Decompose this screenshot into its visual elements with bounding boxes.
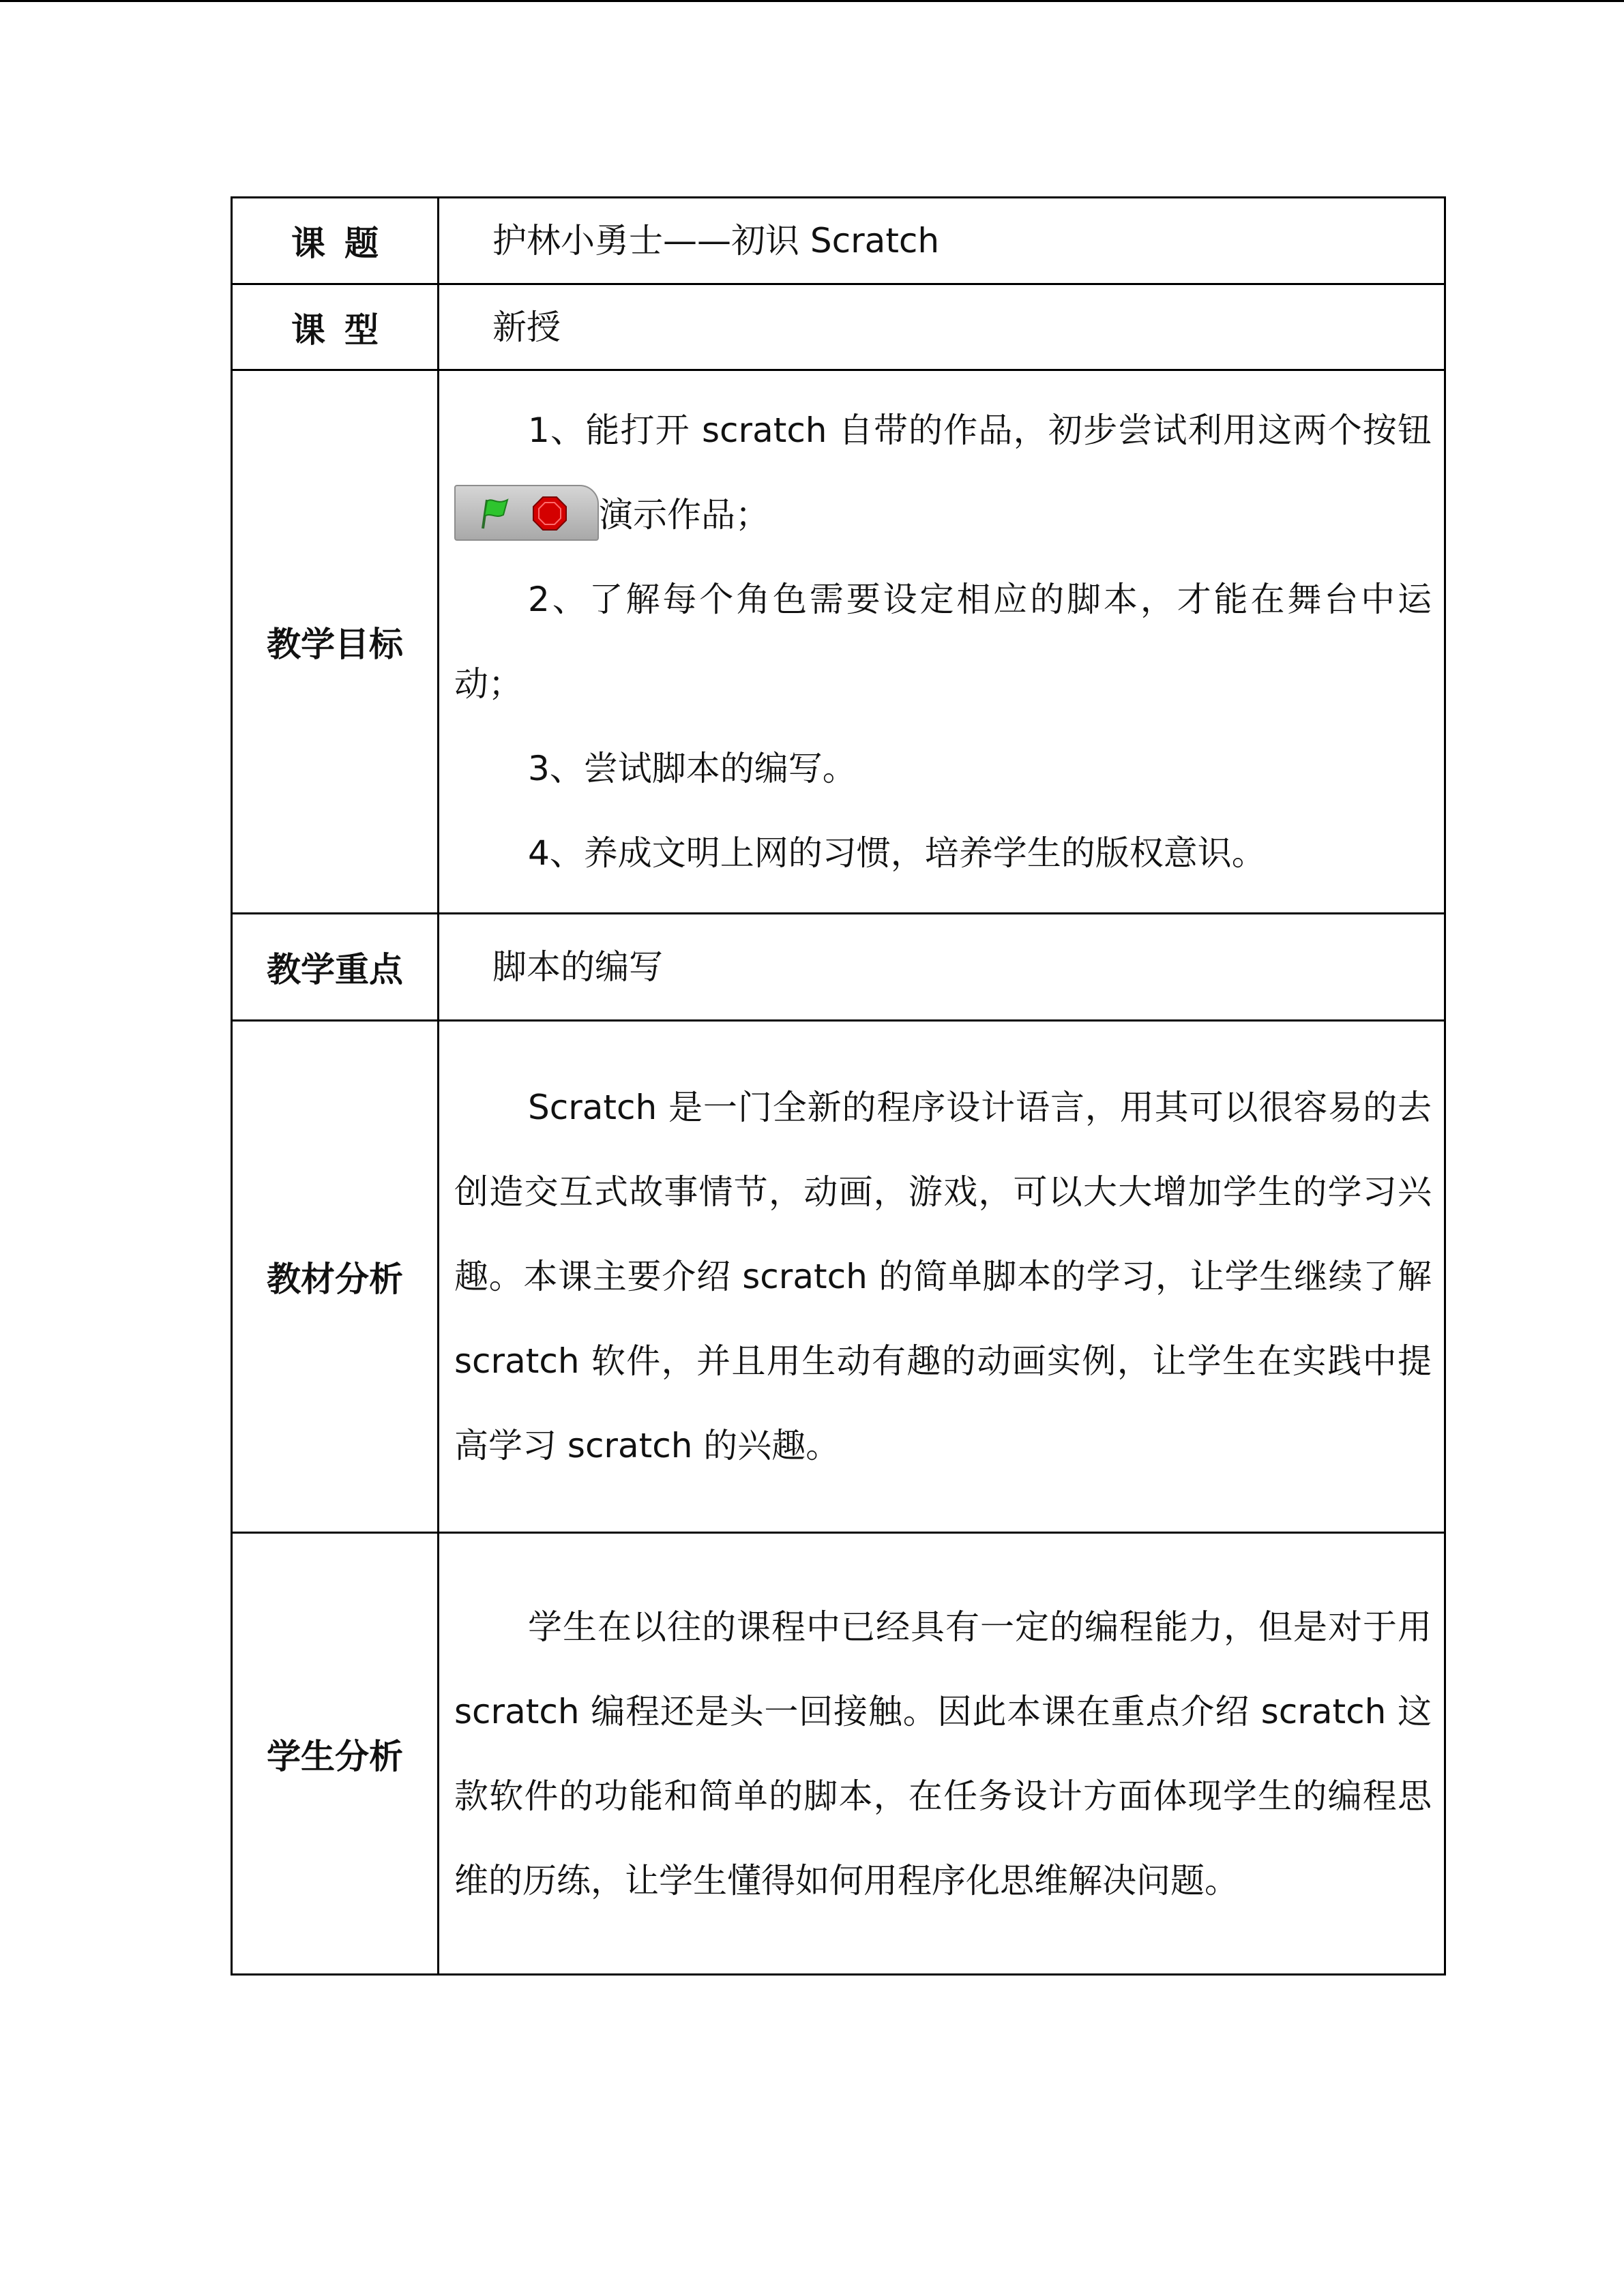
students-row xyxy=(232,1533,1445,1975)
key-point-value: 脚本的编写 xyxy=(439,914,1445,1021)
stop-icon xyxy=(532,496,567,531)
objectives-label: 教学目标 xyxy=(232,370,439,914)
green-flag-stop-buttons-image xyxy=(454,485,599,541)
topic-row xyxy=(232,198,1445,284)
page-top-rule xyxy=(0,0,1624,2)
students-content xyxy=(439,1533,1445,1975)
objective-item-1 xyxy=(454,388,1432,557)
objective-item-3: 3、尝试脚本的编写。 xyxy=(528,749,857,788)
type-label: 课型 xyxy=(291,310,398,350)
students-label: 学生分析 xyxy=(232,1533,439,1975)
key-point-row xyxy=(232,914,1445,1021)
topic-label: 课题 xyxy=(291,224,398,263)
objective-item-1-text: 1、能打开 scratch 自带的作品，初步尝试利用这两个按钮 xyxy=(528,411,1432,450)
material-label: 教材分析 xyxy=(232,1021,439,1533)
type-row xyxy=(232,284,1445,370)
objective-item-2: 2、了解每个角色需要设定相应的脚本，才能在舞台中运动； xyxy=(454,580,1432,704)
green-flag-icon xyxy=(476,496,512,531)
topic-value: 护林小勇士——初识 Scratch xyxy=(439,198,1445,284)
lesson-plan-table xyxy=(231,196,1446,1976)
objective-item-4: 4、养成文明上网的习惯，培养学生的版权意识。 xyxy=(528,833,1266,873)
objectives-row xyxy=(232,370,1445,914)
key-point-label: 教学重点 xyxy=(232,914,439,1021)
objective-item-1-tail: 演示作品； xyxy=(599,495,769,535)
students-paragraph: 学生在以往的课程中已经具有一定的编程能力，但是对于用 scratch 编程还是头一回接触。因此本课在重点介绍 scratch 这款软件的功能和简单的脚本，在任务设计方面体现学生的编程思维的历练，让学生懂得如何用程序化思维解决问题。 xyxy=(454,1607,1432,1900)
material-content xyxy=(439,1021,1445,1533)
material-row xyxy=(232,1021,1445,1533)
material-paragraph: Scratch 是一门全新的程序设计语言，用其可以很容易的去创造交互式故事情节，动画，游戏，可以大大增加学生的学习兴趣。本课主要介绍 scratch 的简单脚本的学习，让学生继续了解 scratch 软件，并且用生动有趣的动画实例，让学生在实践中提高学习 scratch 的兴趣。 xyxy=(454,1088,1432,1465)
type-value: 新授 xyxy=(439,284,1445,370)
topic-label-cell xyxy=(232,198,439,284)
objectives-content xyxy=(439,370,1445,914)
type-label-cell xyxy=(232,284,439,370)
